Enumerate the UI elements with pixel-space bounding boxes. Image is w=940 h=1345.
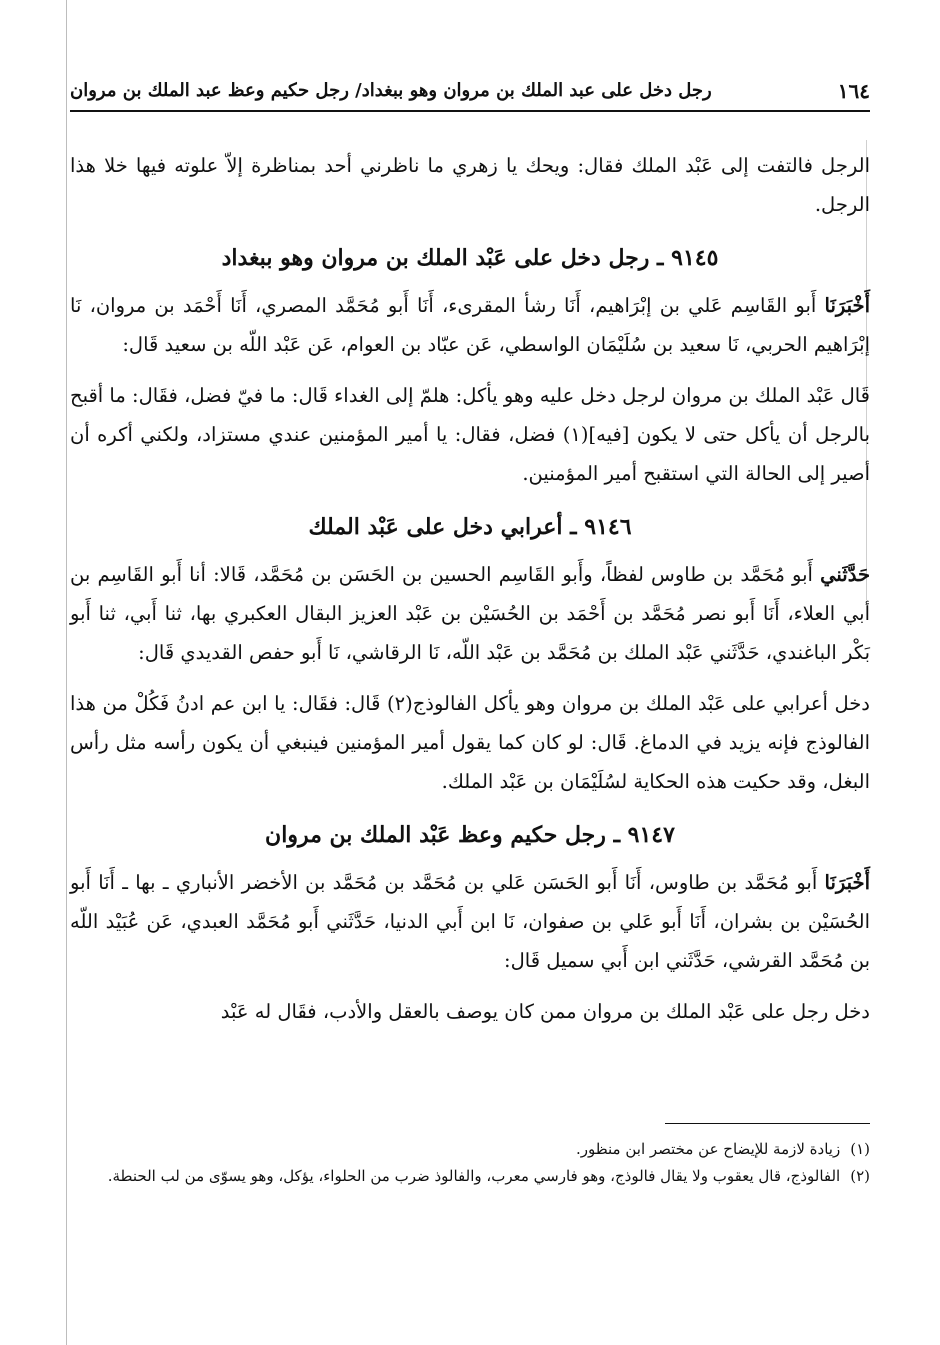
matn-paragraph-9147: دخل رجل على عَبْد الملك بن مروان ممن كان يوصف بالعقل والأدب، فقَال له عَبْد — [220, 1000, 870, 1023]
book-page — [70, 78, 870, 1190]
matn-paragraph-9146: دخل أعرابي على عَبْد الملك بن مروان وهو يأكل الفالوذج(٢) قَال: فقَال: يا ابن عم ادنُ فَكُلْ من هذا الفالوذج فإنه يزيد في الدماغ. قَال: لو كان كما يقول أمير المؤمنين فينبغي أن يكون رأسه مثل رأس البغل، وقد حكيت هذه الحكاية لسُلَيْمَان بن عَبْد الملك. — [70, 692, 870, 793]
running-title: رجل دخل على عبد الملك بن مروان وهو ببغداد/ رجل حكيم وعظ عبد الملك بن مروان — [70, 80, 712, 101]
continuation-paragraph: الرجل فالتفت إلى عَبْد الملك فقال: ويحك يا زهري ما ناظرني أحد بمناظرة إلاّ علوته فيها خلا هذا الرجل. — [70, 154, 870, 216]
footnote-item — [70, 1163, 870, 1190]
isnad-lead-word: حَدَّثَني — [820, 563, 871, 586]
isnad-paragraph-9147 — [70, 863, 870, 980]
footnote-text: الفالوذج، قال يعقوب ولا يقال فالوذج، وهو فارسي معرب، والفالوذ ضرب من الحلواء، يؤكل، وهو يسوّى من لب الحنطة. — [107, 1167, 841, 1185]
footnote-marker: (١) — [850, 1140, 870, 1158]
section-heading-9147: ٩١٤٧ ـ رجل حكيم وعظ عَبْد الملك بن مروان — [265, 822, 675, 848]
running-header — [70, 78, 870, 112]
page-number: ١٦٤ — [837, 79, 870, 103]
section-heading-9146: ٩١٤٦ ـ أعرابي دخل على عَبْد الملك — [308, 514, 632, 540]
footnotes — [70, 1136, 870, 1190]
matn-paragraph-9145: قَال عَبْد الملك بن مروان لرجل دخل عليه وهو يأكل: هلمّ إلى الغداء قَال: ما فيّ فضل، فقَال: ما أقبح بالرجل أن يأكل حتى لا يكون [فيه](١) فضل، فقال: يا أمير المؤمنين عندي مستزاد، ولكني أكره أن أصير إلى الحالة التي استقبح أمير المؤمنين. — [70, 384, 870, 485]
footnote-item — [70, 1136, 870, 1163]
isnad-lead-word: أَخْبَرَنَا — [824, 294, 870, 317]
footnote-marker: (٢) — [850, 1167, 870, 1185]
isnad-paragraph-9146 — [70, 555, 870, 672]
section-heading-9145: ٩١٤٥ ـ رجل دخل على عَبْد الملك بن مروان وهو ببغداد — [221, 245, 719, 271]
isnad-text: أَبو مُحَمَّد بن طاوس، أَنَا أَبو الحَسَن عَلي بن مُحَمَّد بن مُحَمَّد بن الأخضر الأنباري ـ بها ـ أَنَا أَبو الحُسَيْن بن بشران، أَنَا أَبو عَلي بن صفوان، نَا ابن أَبي الدنيا، حَدَّثَني أَبو مُحَمَّد العبدي، عَن عُبَيْد اللّه بن مُحَمَّد القرشي، حَدَّثَني ابن أَبي سميل قَال: — [70, 871, 870, 972]
isnad-lead-word: أَخْبَرَنَا — [824, 871, 870, 894]
footnote-separator — [665, 1123, 870, 1124]
scan-edge-line — [66, 0, 67, 1345]
isnad-text: أَبو مُحَمَّد بن طاوس لفظاً، وأَبو القَاسِم الحسين بن الحَسَن بن مُحَمَّد، قَالا: أنا أَبو القَاسِم بن أبي العلاء، أَنَا أَبو نصر مُحَمَّد بن أَحْمَد بن الحُسَيْن بن عَبْد العزيز البقال العكبري بها، ثنا أَبي، ثنا أَبو بَكْر الباغندي، حَدَّثَني عَبْد الملك بن مُحَمَّد بن عَبْد اللّه، نَا الرقاشي، نَا أَبو حفص القديدي قَال: — [70, 563, 870, 664]
footnote-text: زيادة لازمة للإيضاح عن مختصر ابن منظور. — [575, 1140, 841, 1158]
isnad-text: أَبو القَاسِم عَلي بن إبْرَاهيم، أَنَا رشأ المقرىء، أَنَا أَبو مُحَمَّد المصري، أَنَا أَحْمَد بن مروان، نَا إبْرَاهيم الحربي، نَا سعيد بن سُلَيْمَان الواسطي، عَن عبّاد بن العوام، عَن عَبْد اللّه بن سعيد قَال: — [70, 294, 870, 356]
main-text — [70, 146, 870, 1031]
isnad-paragraph-9145 — [70, 286, 870, 364]
